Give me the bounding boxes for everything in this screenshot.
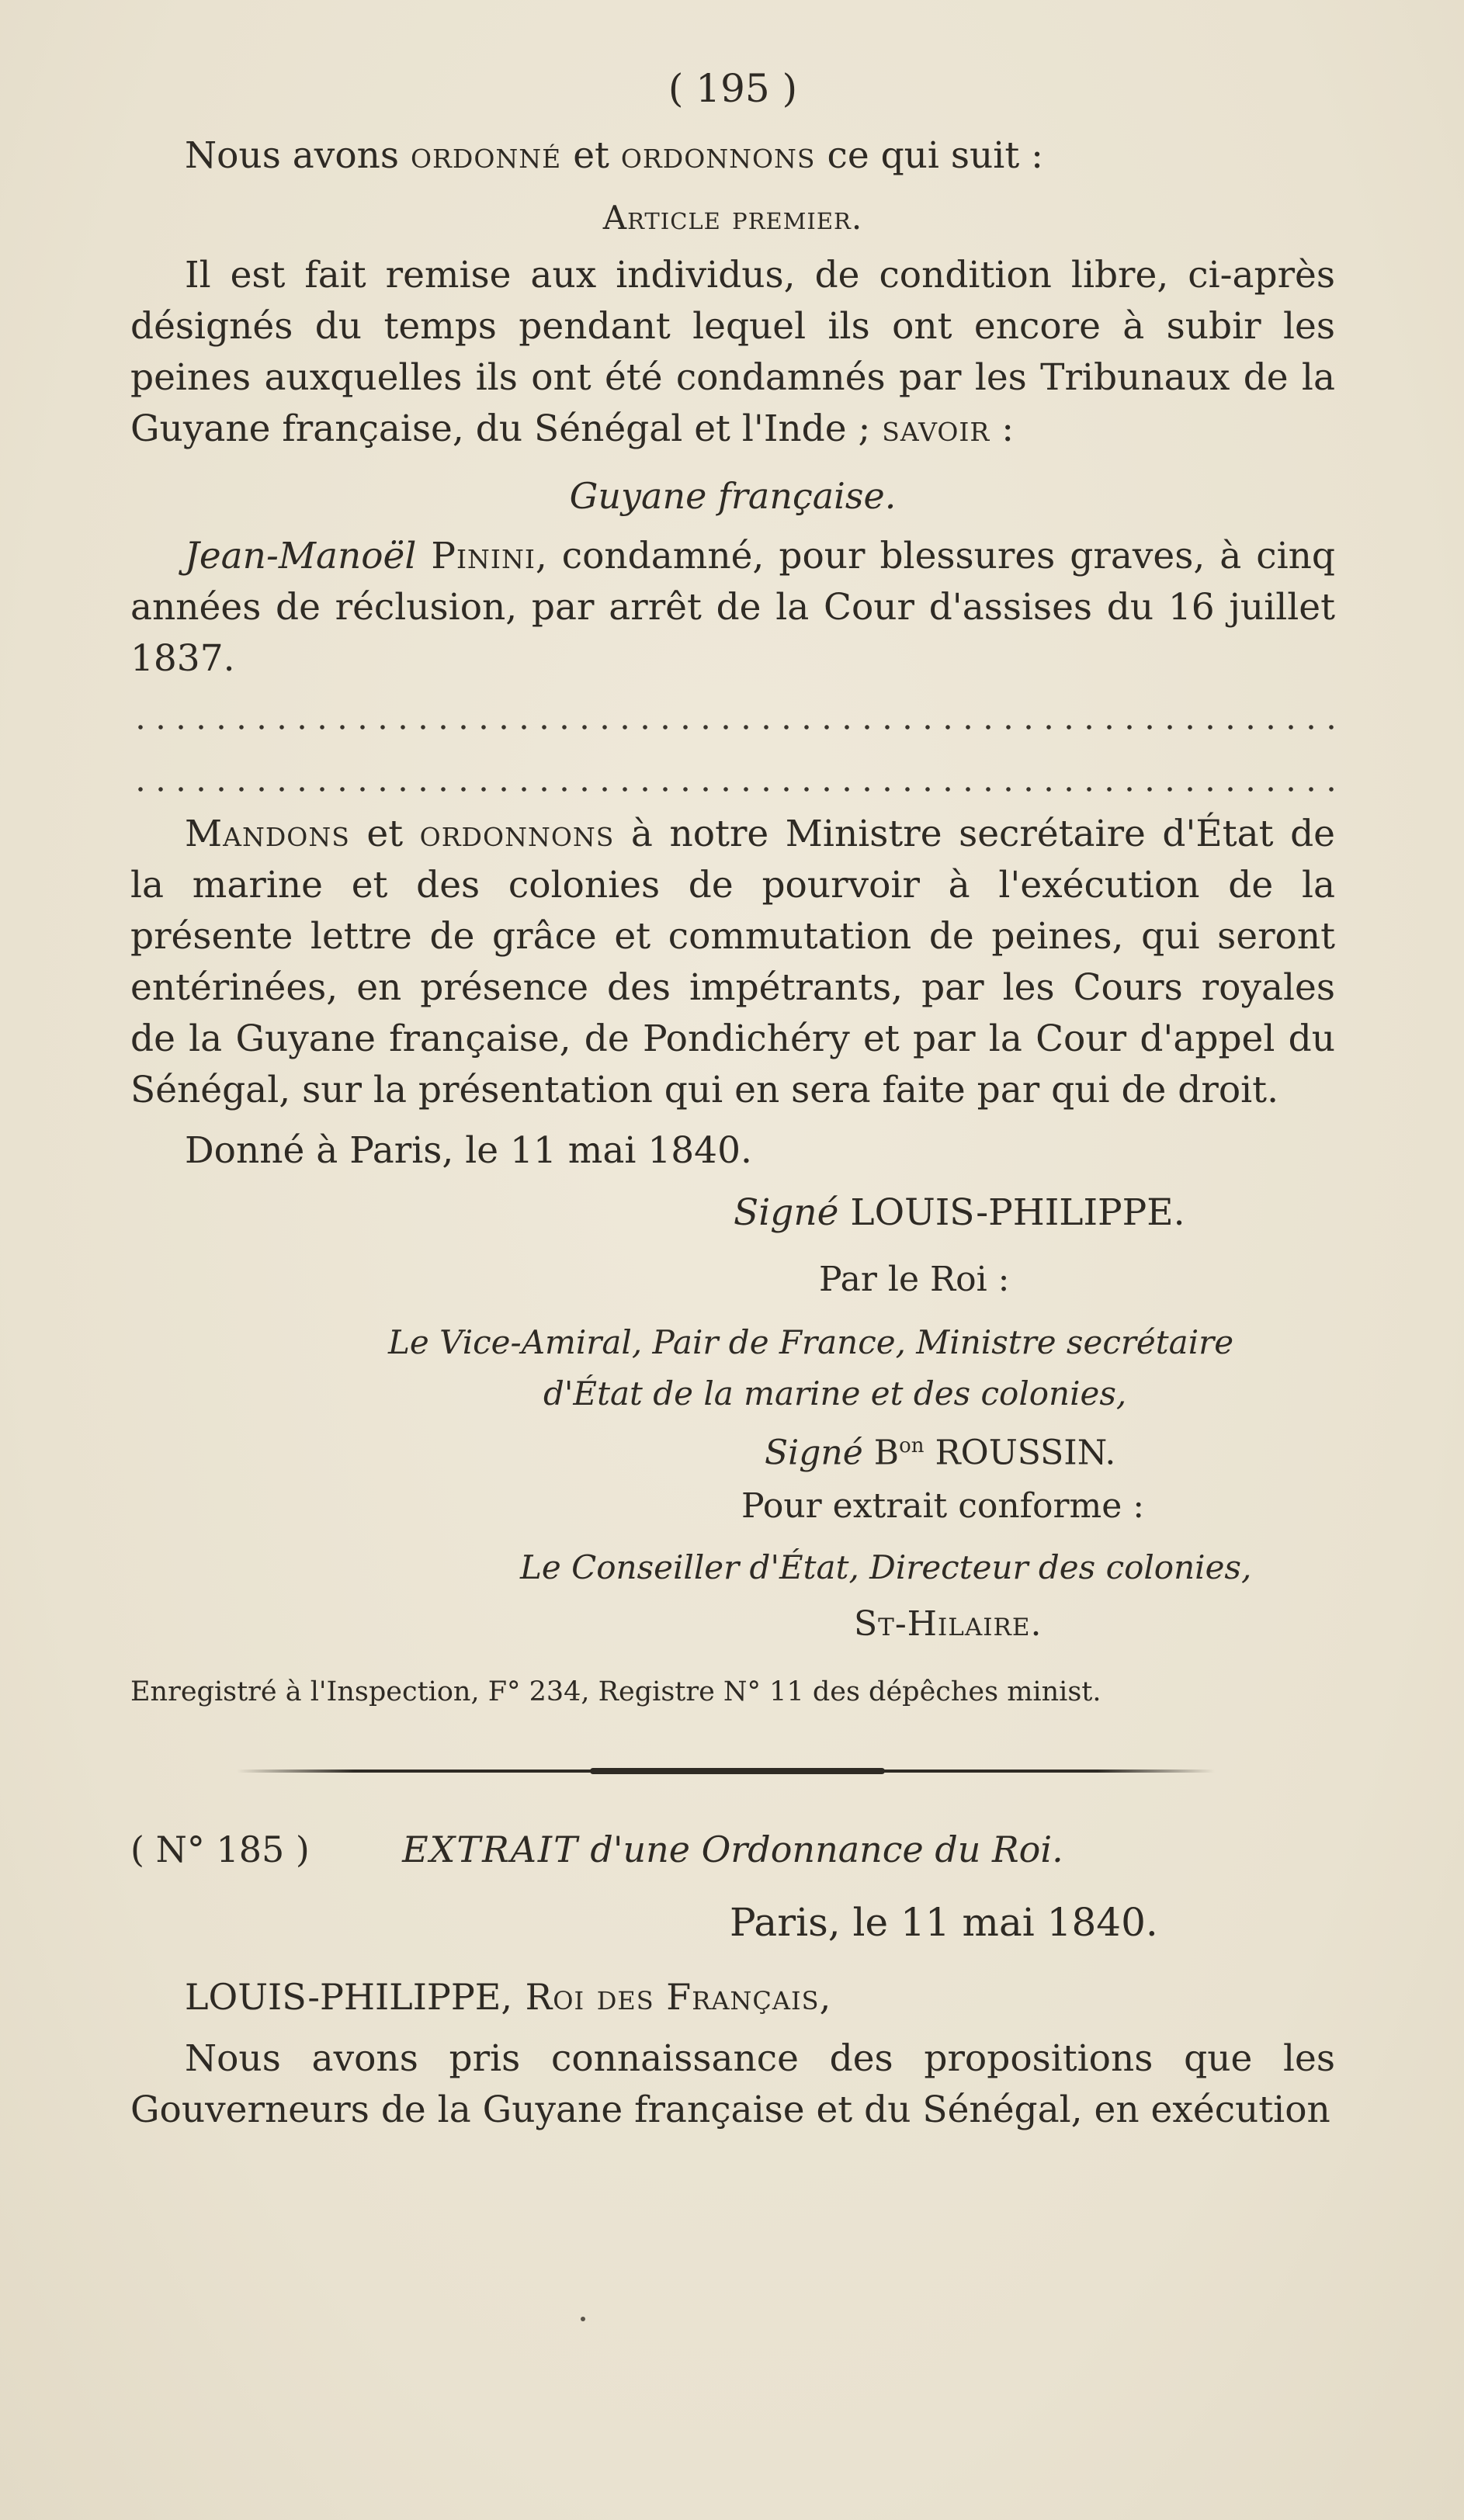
- minister-signature: [765, 1420, 1308, 1479]
- preamble-mid: et: [573, 134, 609, 177]
- preamble-tail: ce qui suit :: [827, 134, 1043, 177]
- ellipsis-row-2: [130, 784, 1335, 795]
- minister-title: B: [873, 1433, 900, 1473]
- convict-first-name: Jean-Manoël: [185, 535, 417, 577]
- next-act-title-caps: EXTRAIT: [402, 1828, 579, 1870]
- next-act-king-name: LOUIS-PHILIPPE: [185, 1976, 501, 2018]
- convict-paragraph: [130, 531, 1335, 685]
- section-guyane: Guyane française.: [569, 475, 897, 517]
- next-act-paragraph: Nous avons pris connaissance des propositions que les Gouverneurs de la Guyane française et du Sénégal, en exécution: [130, 2037, 1335, 2131]
- minister-line-1: Le Vice-Amiral, Pair de France, Ministre secrétaire: [388, 1323, 1234, 1361]
- convict-text: , condamné, pour blessures graves, à cinq années de réclusion, par arrêt de la Cour d'assises du 16 juillet 1837.: [130, 535, 1335, 680]
- mandons-text: à notre Ministre secrétaire d'État de la marine et des colonies de pourvoir à l'exécution de la présente lettre de grâce et commutation de peines, qui seront entérinées, en présence des impétrants, par les Cours royales de la Guyane française, de Pondichéry et par la Cour d'appel du Sénégal, sur la présentation qui en sera faite par qui de droit.: [130, 813, 1335, 1111]
- minister-name: ROUSSIN.: [935, 1433, 1116, 1473]
- convict-surname: Pinini: [431, 535, 536, 577]
- article-heading: Article premier.: [602, 199, 863, 237]
- king-signe: Signé: [734, 1191, 839, 1234]
- preamble-ordonne: ordonné: [410, 134, 562, 177]
- next-act-king-line: [130, 1971, 1335, 2023]
- preamble-lead: Nous avons: [185, 134, 400, 177]
- conseiller-line: Le Conseiller d'État, Directeur des colonies,: [520, 1548, 1252, 1586]
- paper-speck: [581, 2317, 585, 2321]
- registration-note: Enregistré à l'Inspection, F° 234, Registre N° 11 des dépêches minist.: [130, 1676, 1101, 1707]
- mandons-word: Mandons: [185, 813, 350, 855]
- king-signature: [734, 1187, 1355, 1239]
- king-name: LOUIS-PHILIPPE.: [850, 1191, 1185, 1234]
- article-paragraph: [130, 250, 1335, 455]
- next-act-heading: [130, 1824, 1335, 1875]
- par-le-roi: Par le Roi :: [819, 1260, 1010, 1299]
- separator-rule-center: [590, 1768, 885, 1774]
- article-text-start: Il est fait remise aux individus, de condition libre, ci-après désignés du temps pendant lequel ils ont encore à subir les peines auxquelles ils ont été condamnés par les Tribunaux de la Guyane française, du Sénégal et l'Inde ;: [130, 254, 1335, 450]
- preamble-ordonnons: ordonnons: [620, 134, 816, 177]
- st-hilaire-signature: St-Hilaire.: [854, 1604, 1042, 1644]
- preamble: [130, 130, 1335, 182]
- article-text-end: :: [1001, 407, 1015, 450]
- mandons-mid: et: [366, 813, 404, 855]
- minister-line-2: d'État de la marine et des colonies,: [543, 1374, 1127, 1413]
- pour-extrait: Pour extrait conforme :: [741, 1486, 1145, 1526]
- mandons-paragraph: [130, 809, 1335, 1116]
- donne-line: Donné à Paris, le 11 mai 1840.: [185, 1129, 752, 1172]
- ellipsis-row-1: [130, 722, 1335, 733]
- next-act-date: Paris, le 11 mai 1840.: [730, 1900, 1158, 1945]
- next-act-king-title: , Roi des Français,: [501, 1976, 832, 2018]
- page-number: ( 195 ): [668, 66, 798, 111]
- mandons-ordonnons: ordonnons: [419, 813, 615, 855]
- next-act-number: ( N° 185 ): [130, 1828, 310, 1870]
- article-text-savoir: savoir: [882, 407, 990, 450]
- minister-title-sup: on: [899, 1434, 925, 1458]
- minister-signe: Signé: [765, 1433, 863, 1473]
- next-act-title-rest: d'une Ordonnance du Roi.: [590, 1828, 1063, 1870]
